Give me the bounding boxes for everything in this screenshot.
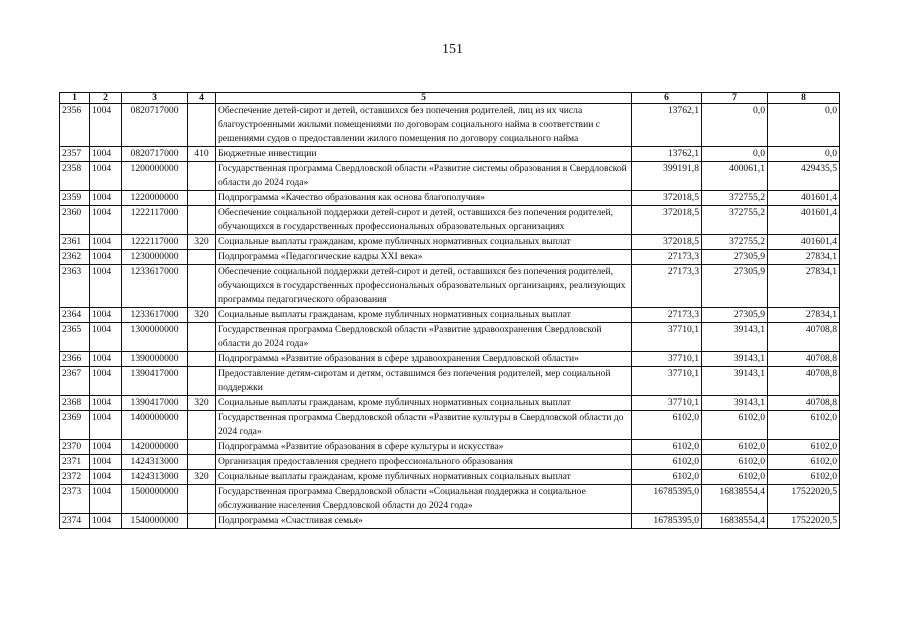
cell-amount-2: 16838554,4 xyxy=(702,485,768,514)
cell-target-code: 1390000000 xyxy=(122,352,188,367)
cell-target-code: 1233617000 xyxy=(122,308,188,323)
cell-amount-3: 401601,4 xyxy=(768,206,840,235)
cell-amount-3: 6102,0 xyxy=(768,440,840,455)
cell-target-code: 1300000000 xyxy=(122,323,188,352)
header-col-8: 8 xyxy=(768,93,840,104)
cell-section-code: 1004 xyxy=(90,455,122,470)
table-header-row xyxy=(60,93,840,104)
cell-section-code: 1004 xyxy=(90,250,122,265)
cell-section-code: 1004 xyxy=(90,265,122,308)
cell-name: Подпрограмма «Качество образования как основа благополучия» xyxy=(216,191,632,206)
table-row xyxy=(60,352,840,367)
cell-section-code: 1004 xyxy=(90,470,122,485)
cell-amount-2: 39143,1 xyxy=(702,352,768,367)
cell-amount-3: 0,0 xyxy=(768,104,840,147)
cell-section-code: 1004 xyxy=(90,352,122,367)
cell-row-number: 2373 xyxy=(60,485,90,514)
cell-section-code: 1004 xyxy=(90,147,122,162)
table-row xyxy=(60,191,840,206)
cell-amount-3: 40708,8 xyxy=(768,352,840,367)
cell-row-number: 2371 xyxy=(60,455,90,470)
cell-row-number: 2359 xyxy=(60,191,90,206)
cell-name: Социальные выплаты гражданам, кроме публичных нормативных социальных выплат xyxy=(216,470,632,485)
table-row xyxy=(60,235,840,250)
cell-expense-type xyxy=(188,265,216,308)
cell-name: Социальные выплаты гражданам, кроме публичных нормативных социальных выплат xyxy=(216,396,632,411)
cell-target-code: 1540000000 xyxy=(122,514,188,529)
cell-amount-1: 6102,0 xyxy=(632,470,702,485)
cell-target-code: 1233617000 xyxy=(122,265,188,308)
header-col-5: 5 xyxy=(216,93,632,104)
table-row xyxy=(60,470,840,485)
cell-amount-2: 6102,0 xyxy=(702,470,768,485)
table-row xyxy=(60,308,840,323)
cell-amount-3: 0,0 xyxy=(768,147,840,162)
cell-target-code: 1400000000 xyxy=(122,411,188,440)
table-row xyxy=(60,455,840,470)
cell-name: Обеспечение социальной поддержки детей-сирот и детей, оставшихся без попечения родителей, обучающихся в государственных профессиональных образовательных организациях, реализующих программы педагогического образования xyxy=(216,265,632,308)
cell-amount-1: 27173,3 xyxy=(632,250,702,265)
cell-name: Социальные выплаты гражданам, кроме публичных нормативных социальных выплат xyxy=(216,235,632,250)
cell-name: Подпрограмма «Счастливая семья» xyxy=(216,514,632,529)
cell-section-code: 1004 xyxy=(90,104,122,147)
table-row xyxy=(60,485,840,514)
header-col-2: 2 xyxy=(90,93,122,104)
table-row xyxy=(60,396,840,411)
cell-expense-type: 410 xyxy=(188,147,216,162)
cell-name: Обеспечение социальной поддержки детей-сирот и детей, оставшихся без попечения родителей, обучающихся в государственных профессиональных образовательных организациях xyxy=(216,206,632,235)
cell-name: Подпрограмма «Развитие образования в сфере здравоохранения Свердловской области» xyxy=(216,352,632,367)
cell-amount-1: 13762,1 xyxy=(632,147,702,162)
cell-name: Обеспечение детей-сирот и детей, оставшихся без попечения родителей, лиц из их числа благоустроенными жилыми помещениями по договорам социального найма в соответствии с решениями судов о предоставлении жилого помещения по договору социального найма xyxy=(216,104,632,147)
cell-row-number: 2358 xyxy=(60,162,90,191)
cell-expense-type: 320 xyxy=(188,470,216,485)
cell-target-code: 1230000000 xyxy=(122,250,188,265)
cell-expense-type: 320 xyxy=(188,235,216,250)
cell-amount-3: 17522020,5 xyxy=(768,485,840,514)
cell-expense-type: 320 xyxy=(188,396,216,411)
cell-section-code: 1004 xyxy=(90,308,122,323)
cell-target-code: 1420000000 xyxy=(122,440,188,455)
cell-amount-1: 27173,3 xyxy=(632,265,702,308)
cell-section-code: 1004 xyxy=(90,323,122,352)
cell-target-code: 1424313000 xyxy=(122,455,188,470)
table-row xyxy=(60,147,840,162)
table-row xyxy=(60,514,840,529)
cell-section-code: 1004 xyxy=(90,191,122,206)
cell-expense-type xyxy=(188,250,216,265)
cell-row-number: 2361 xyxy=(60,235,90,250)
cell-expense-type xyxy=(188,485,216,514)
cell-amount-1: 6102,0 xyxy=(632,411,702,440)
table-row xyxy=(60,411,840,440)
table-row xyxy=(60,250,840,265)
cell-target-code: 1390417000 xyxy=(122,367,188,396)
cell-row-number: 2367 xyxy=(60,367,90,396)
cell-row-number: 2363 xyxy=(60,265,90,308)
table-row xyxy=(60,104,840,147)
cell-amount-2: 400061,1 xyxy=(702,162,768,191)
cell-amount-2: 27305,9 xyxy=(702,265,768,308)
cell-expense-type xyxy=(188,162,216,191)
cell-section-code: 1004 xyxy=(90,162,122,191)
cell-amount-2: 27305,9 xyxy=(702,250,768,265)
cell-name: Государственная программа Свердловской области «Развитие культуры в Свердловской области до 2024 года» xyxy=(216,411,632,440)
header-col-3: 3 xyxy=(122,93,188,104)
cell-row-number: 2366 xyxy=(60,352,90,367)
cell-section-code: 1004 xyxy=(90,411,122,440)
cell-section-code: 1004 xyxy=(90,206,122,235)
cell-expense-type xyxy=(188,411,216,440)
cell-amount-1: 372018,5 xyxy=(632,235,702,250)
cell-expense-type xyxy=(188,191,216,206)
table-row xyxy=(60,367,840,396)
table-row xyxy=(60,206,840,235)
cell-name: Подпрограмма «Педагогические кадры XXI века» xyxy=(216,250,632,265)
table-row xyxy=(60,323,840,352)
cell-amount-3: 40708,8 xyxy=(768,396,840,411)
cell-expense-type xyxy=(188,206,216,235)
cell-amount-3: 27834,1 xyxy=(768,265,840,308)
cell-expense-type xyxy=(188,514,216,529)
cell-amount-3: 40708,8 xyxy=(768,367,840,396)
cell-amount-2: 6102,0 xyxy=(702,440,768,455)
cell-name: Государственная программа Свердловской области «Социальная поддержка и социальное обслуживание населения Свердловской области до 2024 года» xyxy=(216,485,632,514)
cell-amount-3: 6102,0 xyxy=(768,470,840,485)
cell-expense-type: 320 xyxy=(188,308,216,323)
cell-amount-3: 6102,0 xyxy=(768,411,840,440)
cell-name: Социальные выплаты гражданам, кроме публичных нормативных социальных выплат xyxy=(216,308,632,323)
header-col-4: 4 xyxy=(188,93,216,104)
cell-row-number: 2360 xyxy=(60,206,90,235)
cell-amount-1: 37710,1 xyxy=(632,352,702,367)
cell-amount-3: 6102,0 xyxy=(768,455,840,470)
cell-amount-1: 37710,1 xyxy=(632,367,702,396)
cell-name: Подпрограмма «Развитие образования в сфере культуры и искусства» xyxy=(216,440,632,455)
cell-row-number: 2365 xyxy=(60,323,90,352)
cell-amount-3: 401601,4 xyxy=(768,235,840,250)
cell-amount-2: 372755,2 xyxy=(702,191,768,206)
budget-table xyxy=(59,92,840,529)
cell-row-number: 2364 xyxy=(60,308,90,323)
cell-section-code: 1004 xyxy=(90,514,122,529)
cell-amount-2: 0,0 xyxy=(702,147,768,162)
cell-expense-type xyxy=(188,367,216,396)
cell-amount-2: 0,0 xyxy=(702,104,768,147)
cell-section-code: 1004 xyxy=(90,440,122,455)
table-body xyxy=(60,104,840,529)
cell-name: Государственная программа Свердловской области «Развитие здравоохранения Свердловской области до 2024 года» xyxy=(216,323,632,352)
cell-target-code: 1222117000 xyxy=(122,206,188,235)
cell-amount-1: 6102,0 xyxy=(632,455,702,470)
cell-amount-1: 16785395,0 xyxy=(632,514,702,529)
cell-expense-type xyxy=(188,455,216,470)
cell-target-code: 1200000000 xyxy=(122,162,188,191)
table-row xyxy=(60,162,840,191)
cell-amount-2: 39143,1 xyxy=(702,367,768,396)
cell-amount-3: 401601,4 xyxy=(768,191,840,206)
cell-expense-type xyxy=(188,323,216,352)
cell-amount-1: 372018,5 xyxy=(632,206,702,235)
cell-amount-1: 372018,5 xyxy=(632,191,702,206)
cell-amount-1: 399191,8 xyxy=(632,162,702,191)
cell-row-number: 2372 xyxy=(60,470,90,485)
header-col-6: 6 xyxy=(632,93,702,104)
cell-name: Организация предоставления среднего профессионального образования xyxy=(216,455,632,470)
cell-name: Бюджетные инвестиции xyxy=(216,147,632,162)
cell-amount-2: 372755,2 xyxy=(702,235,768,250)
page-number: 151 xyxy=(442,42,463,57)
cell-section-code: 1004 xyxy=(90,367,122,396)
cell-amount-1: 13762,1 xyxy=(632,104,702,147)
cell-target-code: 1390417000 xyxy=(122,396,188,411)
cell-amount-1: 37710,1 xyxy=(632,323,702,352)
cell-amount-3: 429435,5 xyxy=(768,162,840,191)
cell-amount-2: 27305,9 xyxy=(702,308,768,323)
cell-amount-2: 16838554,4 xyxy=(702,514,768,529)
table-row xyxy=(60,440,840,455)
cell-target-code: 0820717000 xyxy=(122,147,188,162)
cell-amount-3: 40708,8 xyxy=(768,323,840,352)
cell-row-number: 2374 xyxy=(60,514,90,529)
cell-amount-2: 6102,0 xyxy=(702,455,768,470)
cell-row-number: 2369 xyxy=(60,411,90,440)
cell-amount-1: 37710,1 xyxy=(632,396,702,411)
cell-amount-2: 39143,1 xyxy=(702,323,768,352)
cell-amount-1: 6102,0 xyxy=(632,440,702,455)
header-col-1: 1 xyxy=(60,93,90,104)
cell-row-number: 2368 xyxy=(60,396,90,411)
cell-amount-2: 39143,1 xyxy=(702,396,768,411)
cell-amount-3: 27834,1 xyxy=(768,250,840,265)
cell-row-number: 2357 xyxy=(60,147,90,162)
table-row xyxy=(60,265,840,308)
cell-amount-2: 6102,0 xyxy=(702,411,768,440)
cell-name: Государственная программа Свердловской области «Развитие системы образования в Свердловской области до 2024 года» xyxy=(216,162,632,191)
cell-amount-3: 17522020,5 xyxy=(768,514,840,529)
cell-target-code: 1500000000 xyxy=(122,485,188,514)
cell-section-code: 1004 xyxy=(90,396,122,411)
cell-amount-1: 16785395,0 xyxy=(632,485,702,514)
cell-target-code: 1220000000 xyxy=(122,191,188,206)
cell-section-code: 1004 xyxy=(90,485,122,514)
header-col-7: 7 xyxy=(702,93,768,104)
cell-expense-type xyxy=(188,352,216,367)
cell-row-number: 2362 xyxy=(60,250,90,265)
cell-amount-2: 372755,2 xyxy=(702,206,768,235)
cell-amount-1: 27173,3 xyxy=(632,308,702,323)
cell-expense-type xyxy=(188,440,216,455)
cell-target-code: 1424313000 xyxy=(122,470,188,485)
cell-target-code: 0820717000 xyxy=(122,104,188,147)
cell-row-number: 2370 xyxy=(60,440,90,455)
cell-expense-type xyxy=(188,104,216,147)
cell-section-code: 1004 xyxy=(90,235,122,250)
cell-amount-3: 27834,1 xyxy=(768,308,840,323)
cell-name: Предоставление детям-сиротам и детям, оставшимся без попечения родителей, мер социальной поддержки xyxy=(216,367,632,396)
cell-target-code: 1222117000 xyxy=(122,235,188,250)
cell-row-number: 2356 xyxy=(60,104,90,147)
